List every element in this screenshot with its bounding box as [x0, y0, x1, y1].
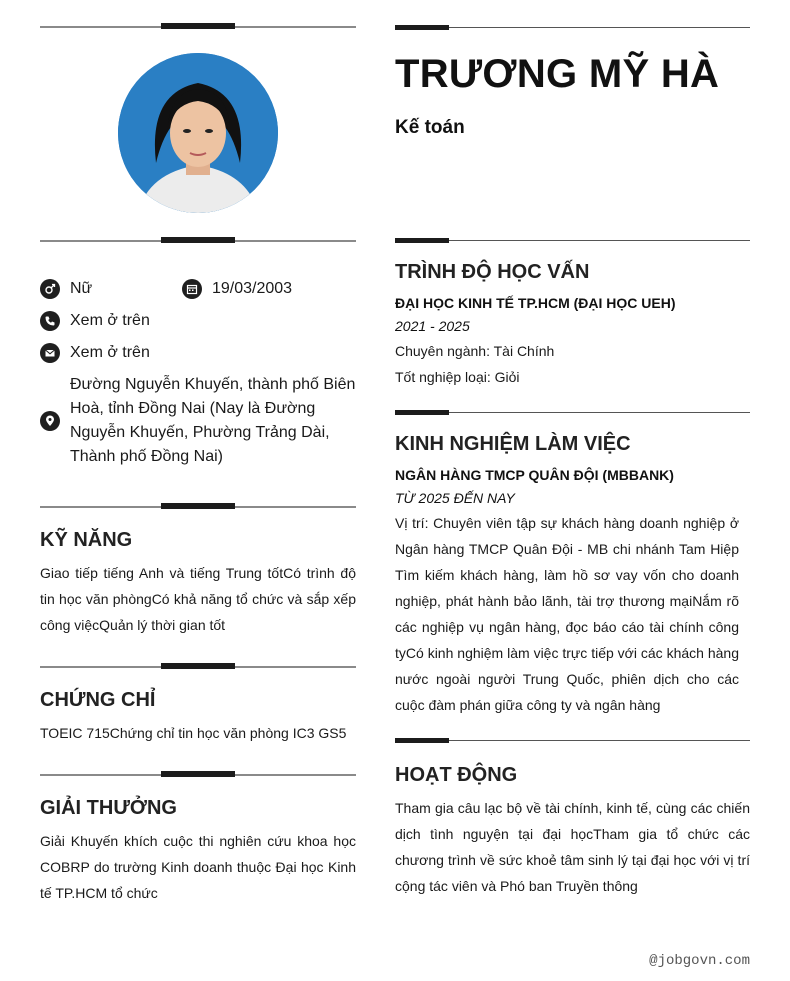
divider-awards — [40, 771, 356, 780]
divider-certificates — [40, 663, 356, 672]
activities-title: HOẠT ĐỘNG — [395, 764, 518, 786]
certificates-text: TOEIC 715Chứng chỉ tin học văn phòng IC3 GS5 — [40, 725, 347, 741]
education-title: TRÌNH ĐỘ HỌC VẤN — [395, 261, 590, 283]
email-icon — [40, 343, 60, 363]
activities-text: Tham gia câu lạc bộ về tài chính, kinh tế, cùng các chiến dịch tình nguyện tại đại họcTham gia tổ chức các chương trình về sức khoẻ tâm sinh lý tại đại học với vị trí cộng tác viên và Phó ban Truyền thông — [395, 800, 750, 894]
skills-title: KỸ NĂNG — [40, 529, 133, 551]
divider-education — [395, 238, 750, 244]
experience-company: NGÂN HÀNG TMCP QUÂN ĐỘI (MBBANK) — [395, 467, 674, 483]
footer-watermark: @jobgovn.com — [649, 953, 750, 969]
divider-activities — [395, 738, 750, 744]
education-period: 2021 - 2025 — [395, 318, 470, 334]
calendar-icon — [182, 279, 202, 299]
job-title: Kế toán — [395, 117, 465, 138]
skills-text: Giao tiếp tiếng Anh và tiếng Trung tốtCó trình độ tin học văn phòngCó khả năng tổ chức và sắp xếp công việcQuản lý thời gian tốt — [40, 565, 356, 633]
divider-info — [40, 237, 356, 246]
gender-value: Nữ — [70, 280, 93, 297]
education-major: Chuyên ngành: Tài Chính — [395, 343, 555, 359]
address-row — [40, 373, 356, 469]
awards-text: Giải Khuyến khích cuộc thi nghiên cứu khoa học COBRP do trường Kinh doanh thuộc Đại học Kinh tế TP.HCM tổ chức — [40, 833, 356, 901]
education-grade: Tốt nghiệp loại: Giỏi — [395, 369, 520, 385]
divider-experience — [395, 410, 750, 416]
experience-period: TỪ 2025 ĐẾN NAY — [395, 490, 515, 506]
gender-icon — [40, 279, 60, 299]
candidate-name: TRƯƠNG MỸ HÀ — [395, 52, 720, 96]
email-row — [40, 341, 150, 365]
divider-top-left — [40, 23, 356, 32]
awards-title: GIẢI THƯỞNG — [40, 797, 177, 819]
birthdate-row — [182, 277, 292, 301]
education-school: ĐẠI HỌC KINH TẾ TP.HCM (ĐẠI HỌC UEH) — [395, 295, 676, 311]
location-icon — [40, 411, 60, 431]
phone-icon — [40, 311, 60, 331]
address-value: Đường Nguyễn Khuyến, thành phố Biên Hoà, tỉnh Đồng Nai (Nay là Đường Nguyễn Khuyến, Phường Trảng Dài, Thành phố Đồng Nai) — [70, 376, 356, 465]
avatar-photo — [118, 53, 278, 213]
avatar — [118, 53, 278, 213]
email-value: Xem ở trên — [70, 344, 150, 361]
birthdate-value: 19/03/2003 — [212, 280, 293, 297]
phone-row — [40, 309, 150, 333]
experience-text: Vị trí: Chuyên viên tập sự khách hàng doanh nghiệp ở Ngân hàng TMCP Quân Đội - MB chi nhánh Tam Hiệp Tìm kiếm khách hàng, làm hồ sơ vay vốn cho doanh nghiệp, phát hành bảo lãnh, tài trợ thương mạiNắm rõ các nghiệp vụ ngân hàng, đọc báo cáo tài chính công tyCó kinh nghiệm làm việc trực tiếp với các khách hàng nước ngoài người Trung Quốc, phiên dịch cho các cuộc đàm phán giữa công ty và ngân hàng — [395, 515, 739, 713]
experience-title: KINH NGHIỆM LÀM VIỆC — [395, 433, 631, 455]
gender-row — [40, 277, 92, 301]
divider-skills — [40, 503, 356, 512]
phone-value: Xem ở trên — [70, 312, 150, 329]
divider-top-right — [395, 25, 750, 31]
certificates-title: CHỨNG CHỈ — [40, 689, 156, 711]
